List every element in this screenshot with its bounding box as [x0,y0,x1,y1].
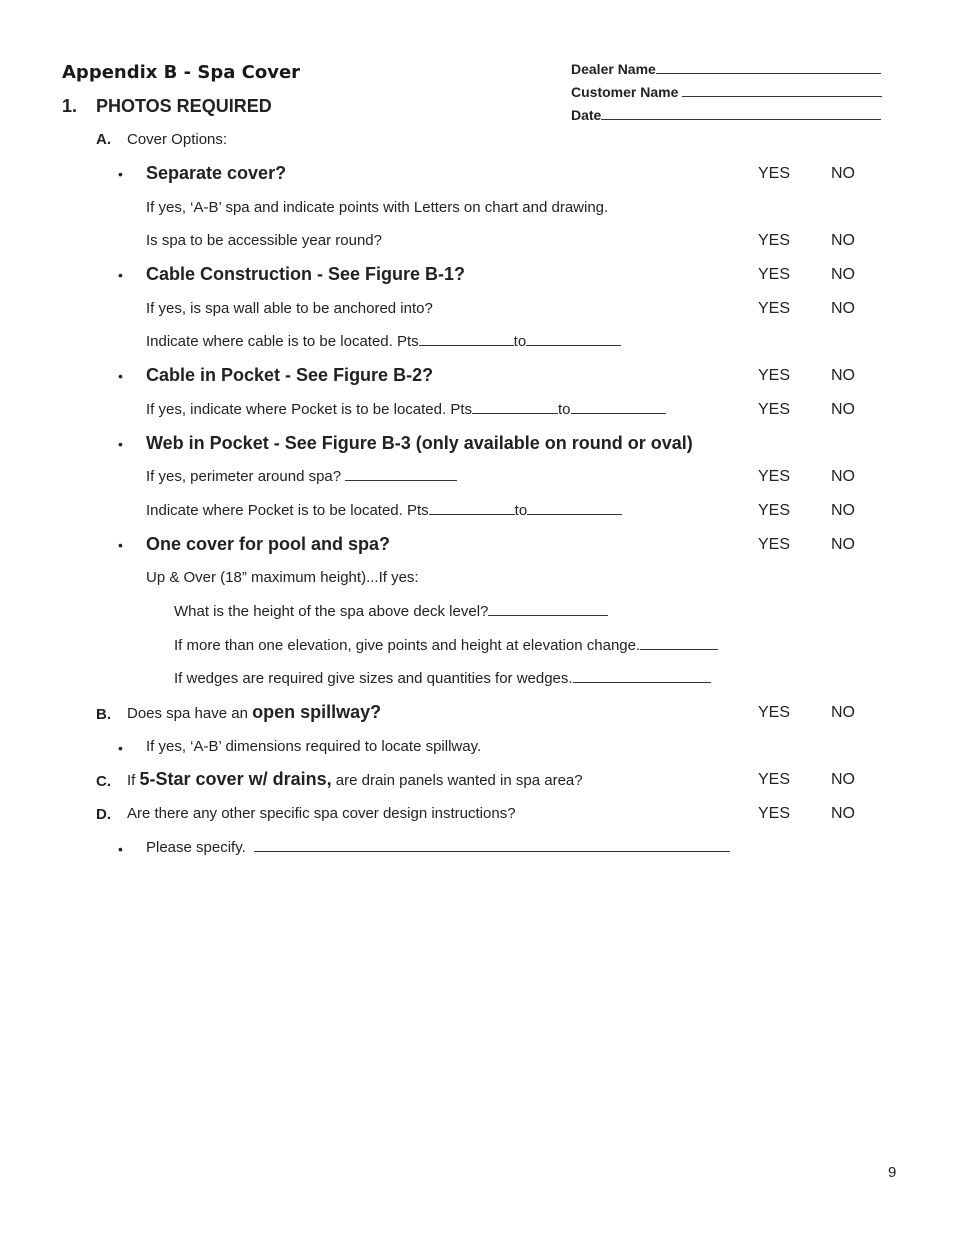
wedges-field[interactable] [174,670,711,687]
pocket-location-no[interactable]: NO [831,401,855,418]
year-round-no[interactable]: NO [831,232,855,249]
height-line[interactable] [488,603,608,616]
separate-cover-note: If yes, ‘A-B’ spa and indicate points with Letters on chart and drawing. [146,199,609,216]
web-location-label: Indicate where Pocket is to be located. Pts [146,502,429,519]
perimeter-field[interactable] [146,468,457,485]
web-location-no[interactable]: NO [831,502,855,519]
spillway-note: If yes, ‘A-B’ dimensions required to locate spillway. [146,738,482,755]
web-to-line[interactable] [527,502,622,515]
separate-cover-yes[interactable]: YES [758,165,791,182]
elevation-field[interactable] [174,637,718,654]
pocket-to-line[interactable] [571,401,666,414]
date-field[interactable] [571,107,881,123]
drains-yes[interactable]: YES [758,771,791,788]
spillway-yes[interactable]: YES [758,704,791,721]
bullet: • [118,436,123,452]
perimeter-line[interactable] [345,468,457,481]
one-cover-question: One cover for pool and spa? [146,534,391,554]
cover-options-label: Cover Options: [127,131,228,148]
anchored-no[interactable]: NO [831,300,855,317]
drains-emph: 5-Star cover w/ drains, [139,769,332,789]
cable-location-field[interactable] [146,333,621,350]
date-label: Date [571,107,602,123]
perimeter-label: If yes, perimeter around spa? [146,468,342,485]
dealer-name-line[interactable] [656,61,881,74]
separate-cover-no[interactable]: NO [831,165,855,182]
bullet: • [118,841,123,857]
section-number: 1. [62,96,78,116]
drains-question [127,769,583,790]
web-location-field[interactable] [146,502,622,519]
drains-suffix: are drain panels wanted in spa area? [335,772,583,789]
cable-construction-yes[interactable]: YES [758,266,791,283]
pocket-from-line[interactable] [472,401,558,414]
cable-construction-question: Cable Construction - See Figure B-1? [146,264,466,284]
instructions-no[interactable]: NO [831,805,855,822]
section-a-letter: A. [96,131,111,148]
bullet: • [118,166,123,182]
section-b-letter: B. [96,706,111,723]
height-label: What is the height of the spa above deck level? [174,603,489,620]
pocket-location-label: If yes, indicate where Pocket is to be located. Pts [146,401,473,418]
cable-to-line[interactable] [526,333,621,346]
bullet: • [118,740,123,756]
wedges-label: If wedges are required give sizes and quantities for wedges. [174,670,573,687]
web-from-line[interactable] [429,502,515,515]
bullet: • [118,537,123,553]
cable-from-line[interactable] [419,333,514,346]
section-c-letter: C. [96,773,111,790]
one-cover-yes[interactable]: YES [758,536,791,553]
perimeter-yes[interactable]: YES [758,468,791,485]
year-round-question: Is spa to be accessible year round? [146,232,382,249]
separate-cover-question: Separate cover? [146,163,287,183]
cable-pocket-question: Cable in Pocket - See Figure B-2? [146,365,434,385]
spillway-question [127,702,381,723]
bullet: • [118,368,123,384]
to-label: to [513,333,527,350]
elevation-label: If more than one elevation, give points and height at elevation change. [174,637,641,654]
wedges-line[interactable] [573,670,711,683]
to-label: to [514,502,528,519]
height-field[interactable] [174,603,608,620]
date-line[interactable] [601,107,881,120]
perimeter-no[interactable]: NO [831,468,855,485]
cable-location-label: Indicate where cable is to be located. Pts [146,333,419,350]
to-label: to [558,401,571,418]
spillway-no[interactable]: NO [831,704,855,721]
anchored-yes[interactable]: YES [758,300,791,317]
bullet: • [118,267,123,283]
specify-field[interactable] [146,839,730,856]
page-number: 9 [888,1164,897,1181]
anchored-question: If yes, is spa wall able to be anchored into? [146,300,433,317]
specify-line[interactable] [254,839,730,852]
customer-name-line[interactable] [682,84,882,97]
spillway-prefix: Does spa have an [127,705,248,722]
instructions-yes[interactable]: YES [758,805,791,822]
cable-construction-no[interactable]: NO [831,266,855,283]
dealer-name-label: Dealer Name [571,61,656,77]
customer-name-label: Customer Name [571,84,679,100]
drains-no[interactable]: NO [831,771,855,788]
pocket-location-yes[interactable]: YES [758,401,791,418]
elevation-line[interactable] [640,637,718,650]
up-over-note: Up & Over (18” maximum height)...If yes: [146,569,419,586]
section-d-letter: D. [96,806,111,823]
web-pocket-question: Web in Pocket - See Figure B-3 (only available on round or oval) [146,433,693,453]
pocket-location-field[interactable] [146,401,666,418]
section-title: PHOTOS REQUIRED [96,96,272,116]
instructions-question: Are there any other specific spa cover design instructions? [127,805,516,822]
page-title: Appendix B - Spa Cover [62,62,301,83]
web-location-yes[interactable]: YES [758,502,791,519]
one-cover-no[interactable]: NO [831,536,855,553]
drains-prefix: If [127,772,136,789]
year-round-yes[interactable]: YES [758,232,791,249]
dealer-name-field[interactable] [571,61,881,77]
specify-label: Please specify. [146,839,246,856]
cable-pocket-yes[interactable]: YES [758,367,791,384]
spillway-emph: open spillway? [252,702,382,722]
cable-pocket-no[interactable]: NO [831,367,855,384]
customer-name-field[interactable] [571,84,882,100]
